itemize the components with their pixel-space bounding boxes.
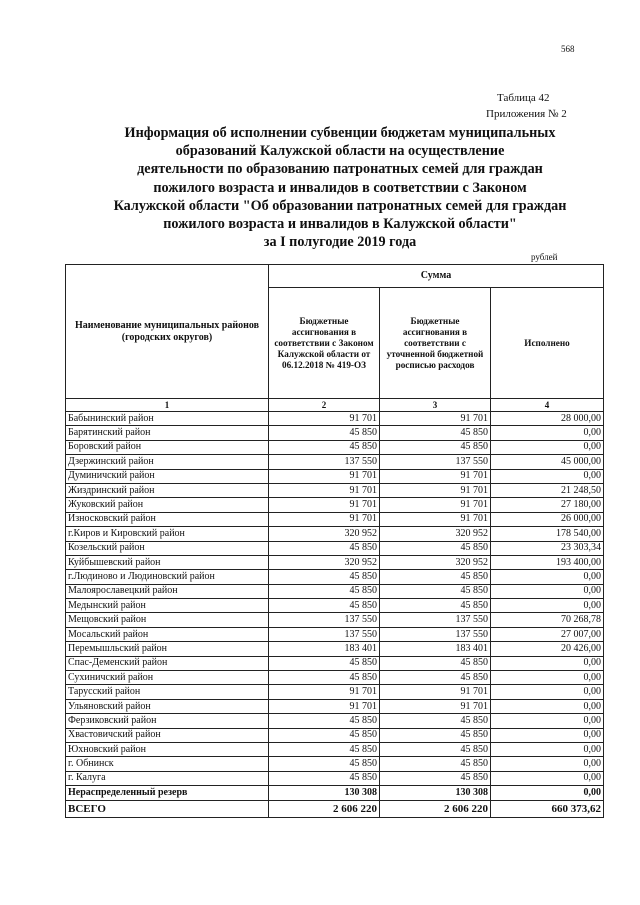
row-executed: 45 000,00	[491, 455, 604, 469]
table-row	[66, 656, 604, 670]
row-law: 45 850	[269, 757, 380, 771]
row-name: Перемышльский район	[66, 642, 269, 656]
table-row	[66, 742, 604, 756]
row-executed: 0,00	[491, 757, 604, 771]
row-name: Хвастовичский район	[66, 728, 269, 742]
title-line: пожилого возраста и инвалидов в соответствии с Законом	[153, 179, 527, 196]
reserve-executed: 0,00	[491, 786, 604, 800]
row-executed: 26 000,00	[491, 512, 604, 526]
row-budget: 45 850	[380, 671, 491, 685]
reserve-law: 130 308	[269, 786, 380, 800]
row-name: Износковский район	[66, 512, 269, 526]
row-name: Ульяновский район	[66, 699, 269, 713]
row-law: 183 401	[269, 642, 380, 656]
row-budget: 45 850	[380, 728, 491, 742]
row-law: 45 850	[269, 728, 380, 742]
table-body	[66, 412, 604, 786]
header-executed: Исполнено	[491, 288, 604, 399]
row-executed: 0,00	[491, 656, 604, 670]
row-executed: 70 268,78	[491, 613, 604, 627]
row-budget: 91 701	[380, 469, 491, 483]
title-line: пожилого возраста и инвалидов в Калужской области"	[163, 216, 517, 233]
row-name: г.Людиново и Людиновский район	[66, 570, 269, 584]
row-law: 45 850	[269, 440, 380, 454]
page-number: 568	[561, 44, 575, 54]
row-law: 320 952	[269, 527, 380, 541]
row-executed: 0,00	[491, 771, 604, 785]
row-name: Куйбышевский район	[66, 555, 269, 569]
row-executed: 0,00	[491, 584, 604, 598]
row-law: 45 850	[269, 714, 380, 728]
row-executed: 27 180,00	[491, 498, 604, 512]
row-budget: 45 850	[380, 570, 491, 584]
row-law: 45 850	[269, 671, 380, 685]
table-row	[66, 570, 604, 584]
row-executed: 178 540,00	[491, 527, 604, 541]
table-row	[66, 613, 604, 627]
row-budget: 45 850	[380, 584, 491, 598]
row-executed: 28 000,00	[491, 412, 604, 426]
table-row	[66, 455, 604, 469]
row-name: Жиздринский район	[66, 483, 269, 497]
table-row	[66, 771, 604, 785]
row-executed: 0,00	[491, 685, 604, 699]
row-budget: 45 850	[380, 714, 491, 728]
row-name: Спас-Деменский район	[66, 656, 269, 670]
row-law: 45 850	[269, 570, 380, 584]
reserve-budget: 130 308	[380, 786, 491, 800]
appendix-label: Приложения № 2	[486, 108, 567, 120]
row-budget: 320 952	[380, 527, 491, 541]
row-name: Жуковский район	[66, 498, 269, 512]
row-executed: 0,00	[491, 570, 604, 584]
table-row	[66, 728, 604, 742]
row-executed: 0,00	[491, 699, 604, 713]
row-law: 45 850	[269, 541, 380, 555]
table-row	[66, 642, 604, 656]
row-executed: 20 426,00	[491, 642, 604, 656]
total-name: ВСЕГО	[66, 800, 269, 817]
row-law: 91 701	[269, 483, 380, 497]
table-row	[66, 555, 604, 569]
table-row	[66, 714, 604, 728]
total-budget: 2 606 220	[380, 800, 491, 817]
row-budget: 45 850	[380, 656, 491, 670]
row-budget: 91 701	[380, 512, 491, 526]
row-executed: 0,00	[491, 469, 604, 483]
title-line: Информация об исполнении субвенции бюджетам муниципальных	[124, 125, 556, 141]
title-line: Калужской области "Об образовании патронатных семей для граждан	[113, 197, 567, 214]
row-executed: 23 303,34	[491, 541, 604, 555]
row-executed: 0,00	[491, 440, 604, 454]
row-executed: 193 400,00	[491, 555, 604, 569]
header-law: Бюджетные ассигнования в соответствии с Законом Калужской области от 06.12.2018 № 419-ОЗ	[269, 288, 380, 399]
row-name: Юхновский район	[66, 742, 269, 756]
row-law: 137 550	[269, 613, 380, 627]
row-name: Медынский район	[66, 599, 269, 613]
row-budget: 45 850	[380, 771, 491, 785]
document-title	[80, 124, 600, 251]
row-budget: 45 850	[380, 541, 491, 555]
title-line: деятельности по образованию патронатных семей для граждан	[137, 161, 543, 178]
row-executed: 0,00	[491, 742, 604, 756]
row-executed: 21 248,50	[491, 483, 604, 497]
table-row	[66, 426, 604, 440]
row-name: г. Обнинск	[66, 757, 269, 771]
total-law: 2 606 220	[269, 800, 380, 817]
row-law: 45 850	[269, 656, 380, 670]
table-row	[66, 412, 604, 426]
header-name: Наименование муниципальных районов (городских округов)	[66, 265, 269, 399]
row-executed: 0,00	[491, 671, 604, 685]
row-budget: 137 550	[380, 455, 491, 469]
reserve-row	[66, 786, 604, 800]
row-budget: 45 850	[380, 757, 491, 771]
row-name: Барятинский район	[66, 426, 269, 440]
table-row	[66, 685, 604, 699]
title-line: образований Калужской области на осуществление	[175, 143, 505, 160]
row-law: 91 701	[269, 685, 380, 699]
table-row	[66, 483, 604, 497]
header-sum: Сумма	[269, 265, 604, 288]
row-law: 45 850	[269, 584, 380, 598]
header-budget: Бюджетные ассигнования в соответствии с уточненной бюджетной росписью расходов	[380, 288, 491, 399]
row-budget: 137 550	[380, 613, 491, 627]
row-budget: 45 850	[380, 440, 491, 454]
row-law: 91 701	[269, 498, 380, 512]
table-row	[66, 541, 604, 555]
row-law: 91 701	[269, 469, 380, 483]
row-executed: 0,00	[491, 426, 604, 440]
row-budget: 137 550	[380, 627, 491, 641]
row-budget: 320 952	[380, 555, 491, 569]
row-name: г.Киров и Кировский район	[66, 527, 269, 541]
unit-label: рублей	[531, 252, 558, 262]
reserve-name: Нераспределенный резерв	[66, 786, 269, 800]
row-budget: 45 850	[380, 599, 491, 613]
row-name: Ферзиковский район	[66, 714, 269, 728]
row-executed: 0,00	[491, 728, 604, 742]
row-name: Малоярославецкий район	[66, 584, 269, 598]
row-law: 91 701	[269, 412, 380, 426]
row-budget: 91 701	[380, 685, 491, 699]
row-name: Козельский район	[66, 541, 269, 555]
total-row	[66, 800, 604, 817]
row-law: 137 550	[269, 455, 380, 469]
row-budget: 183 401	[380, 642, 491, 656]
table-row	[66, 757, 604, 771]
row-law: 45 850	[269, 426, 380, 440]
table-row	[66, 671, 604, 685]
table-label: Таблица 42	[497, 92, 550, 104]
row-name: г. Калуга	[66, 771, 269, 785]
row-name: Дзержинский район	[66, 455, 269, 469]
table-row	[66, 627, 604, 641]
header-number-2: 2	[269, 399, 380, 412]
row-name: Бабынинский район	[66, 412, 269, 426]
row-law: 91 701	[269, 512, 380, 526]
row-name: Думиничский район	[66, 469, 269, 483]
row-budget: 91 701	[380, 498, 491, 512]
table-row	[66, 599, 604, 613]
row-law: 91 701	[269, 699, 380, 713]
row-law: 45 850	[269, 742, 380, 756]
header-number-3: 3	[380, 399, 491, 412]
table-row	[66, 512, 604, 526]
table-row	[66, 498, 604, 512]
row-name: Тарусский район	[66, 685, 269, 699]
row-budget: 91 701	[380, 483, 491, 497]
table-row	[66, 584, 604, 598]
table-row	[66, 699, 604, 713]
row-executed: 0,00	[491, 714, 604, 728]
row-law: 137 550	[269, 627, 380, 641]
header-number-4: 4	[491, 399, 604, 412]
row-executed: 27 007,00	[491, 627, 604, 641]
report-table	[65, 264, 604, 818]
row-name: Сухиничский район	[66, 671, 269, 685]
total-executed: 660 373,62	[491, 800, 604, 817]
row-budget: 45 850	[380, 426, 491, 440]
row-law: 45 850	[269, 599, 380, 613]
row-name: Мосальский район	[66, 627, 269, 641]
table-row	[66, 527, 604, 541]
header-number-1: 1	[66, 399, 269, 412]
table-row	[66, 469, 604, 483]
row-budget: 45 850	[380, 742, 491, 756]
row-law: 45 850	[269, 771, 380, 785]
table-row	[66, 440, 604, 454]
row-name: Мещовский район	[66, 613, 269, 627]
row-law: 320 952	[269, 555, 380, 569]
row-executed: 0,00	[491, 599, 604, 613]
row-name: Боровский район	[66, 440, 269, 454]
title-line: за I полугодие 2019 года	[263, 234, 417, 251]
row-budget: 91 701	[380, 699, 491, 713]
row-budget: 91 701	[380, 412, 491, 426]
